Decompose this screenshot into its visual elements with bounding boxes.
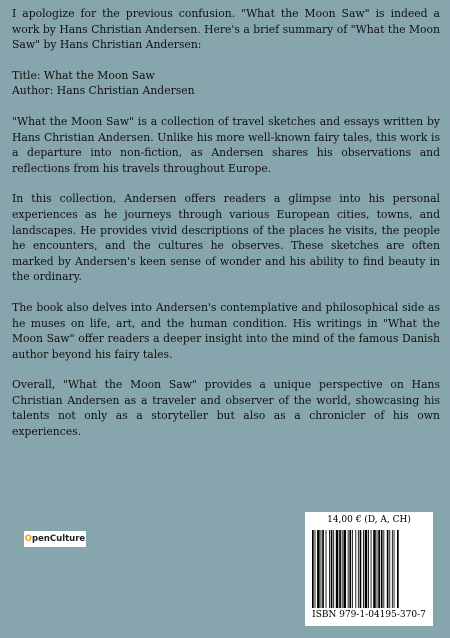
barcode-bar [377, 530, 378, 608]
barcode-bar [331, 530, 333, 608]
barcode-bar [397, 530, 399, 608]
barcode-bar [326, 530, 327, 608]
intro-paragraph: I apologize for the previous confusion. "What the Moon Saw" is indeed a work by Hans Christian Andersen. Here's a brief summary of "What the Moon Saw" by Hans Christian Andersen: [12, 7, 440, 52]
barcode-bar [349, 530, 351, 608]
barcode-bar [336, 530, 339, 608]
price-barcode-box [305, 512, 433, 626]
summary-paragraph-4: Overall, "What the Moon Saw" provides a unique perspective on Hans Christian Andersen as a traveler and observer of the world, showcasing his talents not only as a storyteller but also as a chronicler of his own experiences. [12, 378, 440, 439]
barcode-bar [352, 530, 353, 608]
barcode-bar [373, 530, 376, 608]
barcode-bar [363, 530, 364, 608]
barcode-bar [365, 530, 368, 608]
barcode-bar [317, 530, 320, 608]
openculture-logo [24, 531, 86, 547]
barcode-bar [348, 530, 349, 608]
barcode-bar [333, 530, 334, 608]
price-label: 14,00 € (D, A, CH) [327, 515, 411, 525]
barcode-bar [371, 530, 372, 608]
summary-paragraph-2: In this collection, Andersen offers readers a glimpse into his personal experiences as he journeys through various European cities, towns, and landscapes. He provides vivid descriptions of the places he visits, the people he encounters, and the cultures he observes. These sketches are often marked by Andersen's keen sense of wonder and his ability to find beauty in the ordinary. [12, 192, 440, 284]
barcode-bar [322, 530, 324, 608]
logo-text: penCulture [32, 534, 86, 544]
summary-paragraph-1: "What the Moon Saw" is a collection of travel sketches and essays written by Hans Christian Andersen. Unlike his more well-known fairy tales, this work is a departure into non-fiction, as Andersen shares his observations and reflections from his travels throughout Europe. [12, 114, 440, 175]
barcode-bar [368, 530, 369, 608]
barcode-bar [381, 530, 383, 608]
barcode-bar [358, 530, 359, 608]
barcode-bar [387, 530, 389, 608]
barcode-bar [342, 530, 343, 608]
barcode-bar [378, 530, 380, 608]
barcode-bar [312, 530, 314, 608]
barcode-bar [339, 530, 341, 608]
barcode-graphic [311, 530, 427, 608]
back-cover-text [12, 6, 440, 440]
author-line: Author: Hans Christian Andersen [12, 84, 195, 98]
barcode-bar [343, 530, 346, 608]
logo-accent-letter: O [24, 534, 33, 544]
barcode-bar [383, 530, 384, 608]
summary-paragraph-3: The book also delves into Andersen's contemplative and philosophical side as he muses on life, art, and the human condition. His writings in "What the Moon Saw" offer readers a deeper insight into the mind of the famous Danish author beyond his fairy tales. [12, 300, 440, 361]
barcode-bar [315, 530, 316, 608]
title-line: Title: What the Moon Saw [12, 68, 155, 82]
barcode-bar [329, 530, 330, 608]
book-meta [12, 68, 440, 99]
barcode-bar [360, 530, 362, 608]
barcode-bar [394, 530, 395, 608]
barcode-bar [321, 530, 322, 608]
isbn-label: ISBN 979-1-04195-370-7 [312, 610, 426, 620]
barcode-bar [355, 530, 356, 608]
barcode-bar [389, 530, 390, 608]
barcode-bar [392, 530, 393, 608]
